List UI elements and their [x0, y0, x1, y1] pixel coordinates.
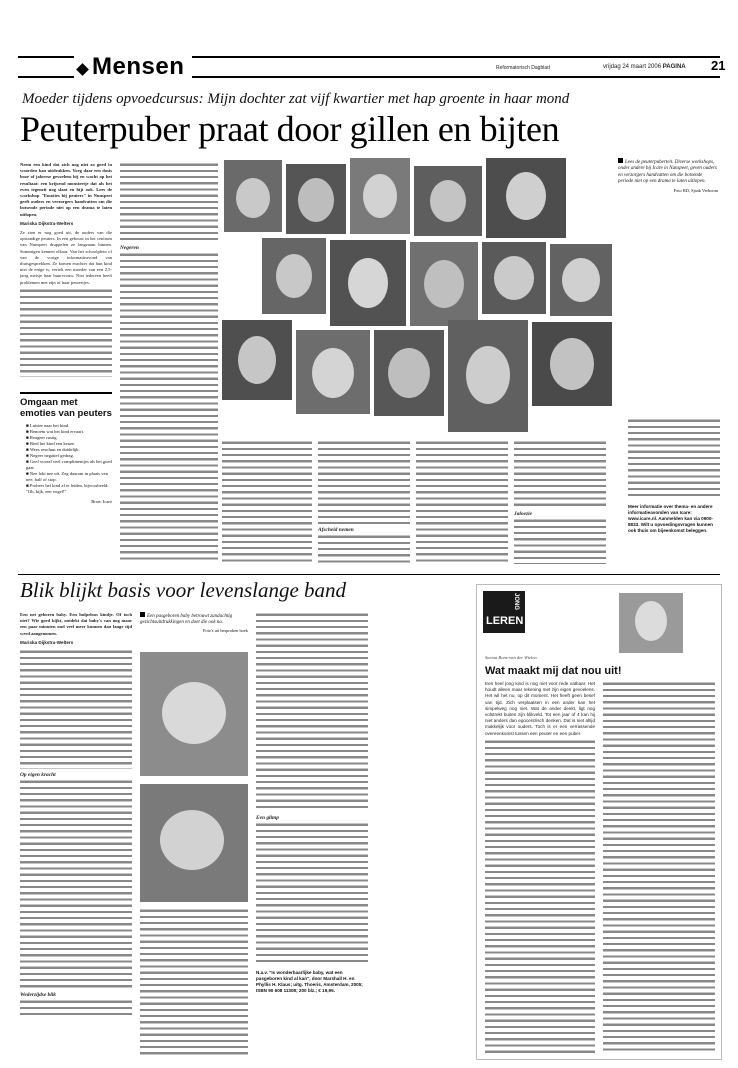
list-item: ■ Geef vooral veel complimentjes als het goed gaat.: [26, 459, 112, 470]
subhead-afscheid: Afscheid nemen: [318, 527, 354, 533]
subhead-eigen-kracht: Op eigen kracht: [20, 772, 56, 779]
section-badge: [74, 50, 192, 84]
column-author: Sarina Bons-van der Wielen: [485, 655, 537, 660]
peuter-photo: [286, 164, 346, 234]
subhead-negeren: Negeren: [120, 245, 139, 251]
peuter-photo: [410, 242, 478, 326]
list-item: ■ Bied het kind een keuze.: [26, 441, 76, 446]
peuter-photo: [448, 320, 528, 432]
page-label: PAGINA: [662, 64, 686, 70]
book-info: N.a.v. "Is wonderbaarlijke baby, wat een pasgeboren kind al kan", door Marshall H. en Phyllis H. Klaus; uitg. Thoeris, Amsterdam, 2005; ISBN 90 608 11308; 200 blz.; € 19,95.: [256, 970, 363, 993]
peuter-photo: [262, 238, 326, 314]
section-title: Mensen: [92, 53, 185, 80]
article-column-4: [318, 440, 410, 564]
article-body-1: Ze zien er nog goed uit, de ouders van die opstandige peuters. In een gebouw in het centrum van Nunspeet druppelen ze langzaam binnen. Sommigen kennen elkaar. Van het schoolplein of van de vorige informatieavond van thuisgesprekken. Ze komen erachter dat hun kind niet de enige is, vertelt een moeder van een 2,5-jarig meisje haar buurvrouw. Niet iedereen heeft problemen met zijn of haar peutertjes.: [20, 230, 112, 285]
article2-lead: Een net geboren baby. Een hulpeloos kindje. Of toch niet? Wie goed kijkt, ontdekt dat baby's van nog maar een paar minuten oud veel meer kunnen dan lange tijd werd aangenomen.: [20, 612, 132, 636]
caption-credit: Foto RD, Sjaak Verboom: [673, 187, 718, 193]
caption-text: Lees de peuterpuberteit. Diverse workshops, onder andere bij Icare in Nunspeet, geven ouders en verzorgers handvatten om die botsende periode niet op een drama te laten uitlopen.: [618, 160, 717, 185]
caption-bullet: [140, 612, 145, 617]
subhead-wederzijdse: Wederzijdse blik: [20, 992, 56, 999]
subhead-jaloezie: Jaloezie: [514, 511, 532, 517]
list-item: ■ Wees resoluut en duidelijk.: [26, 447, 80, 452]
column-title: Wat maakt mij dat nou uit!: [485, 665, 622, 677]
article-headline: Peuterpuber praat door gillen en bijten: [20, 109, 560, 149]
peuter-photo: [330, 240, 406, 326]
peuter-photo: [374, 330, 444, 416]
page-header: [18, 50, 726, 80]
tips-sidebar-source: Bron: Icare: [91, 499, 112, 504]
column-text-2: [603, 681, 715, 1053]
list-item: ■ Probeer het kind af te leiden, bijvoorbeeld: "Oh, kijk, een vogel!": [26, 483, 109, 494]
list-item: ■ Reageer rustig.: [26, 435, 58, 440]
photo-caption: [618, 158, 718, 194]
article2-column-1: [20, 612, 132, 1058]
article-column-2: [120, 162, 218, 564]
tips-sidebar-title: Omgaan met emoties van peuters: [20, 397, 112, 419]
article-column-3: [222, 440, 312, 564]
list-item: ■ Luister naar het kind.: [26, 423, 70, 428]
author-photo: [619, 593, 683, 653]
page-number: 21: [711, 58, 726, 73]
article-column-1: [20, 162, 112, 377]
column-badge: [483, 591, 525, 633]
peuter-photo: [414, 166, 482, 236]
peuter-photo: [224, 160, 282, 232]
article-byline: Mariska Dijkstra-Welters: [20, 220, 74, 226]
tips-sidebar-list: [20, 423, 112, 495]
baby-caption-text: Een pasgeboren baby betrouwt zandachtig gezichtsuitdrukkingen en doet die ook na.: [140, 614, 233, 626]
peuter-photo: [550, 244, 612, 316]
column-paragraph: Een heel jong kind is nog niet voor rede vatbaar. Het houdt alleen maar rekening met zijn eigen gevoelens. Het wil het nu, op dit moment. Het heeft geen besef van tijd. Zich verplaatsen in een ander kan het simpelweg nog niet. Wat de ander denkt, ligt nog volstrekt buiten zijn blikveld. Tot een jaar of 4 kan hij niet anders dan egocentrisch denken. Dat is niet altijd makkelijk voor ouders. Toch is er een verrassende overeenkomst tussen een peuter en een puber.: [485, 681, 595, 736]
page-date: vrijdag 24 maart 2006: [603, 64, 662, 70]
caption-bullet: [618, 158, 623, 163]
list-item: ■ Benoem wat het kind ervaart.: [26, 429, 85, 434]
peuter-photo: [486, 158, 566, 238]
article-lead: Neem een kind dat zich nog niet zo goed in woorden kan uitdrukken. Voeg daar een dosis boze of jaloerse gevoelens bij en wacht op het resultaat: een krijsend monstertje dat als het even tegenzit nog slaat en bijt ook. Lees de workshop "Emoties bij peuters" in Nunspeet geeft ouders en verzorgers handvatten om die botsende periode niet op een drama te laten uitlopen.: [20, 162, 112, 217]
photo-collage: [222, 158, 614, 436]
article-column-5: [416, 440, 508, 564]
info-box: Meer informatie over thema- en andere informatieavonden van Icare: www.icare.nl. Aanmelden kan via 0900-8833. Wilt u opvoedingsvragen kunnen ook thuis om bijeenkomst beleggen.: [628, 504, 713, 533]
column-badge-bottom: LEREN: [486, 615, 524, 627]
tips-sidebar: [20, 392, 112, 566]
peuter-photo: [222, 320, 292, 400]
article-kicker: Moeder tijdens opvoedcursus: Mijn dochter zat vijf kwartier met hap groente in haar mond: [22, 91, 570, 107]
paper-name: Reformatorisch Dagblad: [496, 65, 550, 71]
peuter-photo: [350, 158, 410, 234]
article2-column-2: [140, 908, 248, 1058]
baby-photo-2: [140, 784, 248, 902]
peuter-photo: [296, 330, 370, 414]
peuter-photo: [482, 242, 546, 314]
list-item: ■ Negeer negatief gedrag.: [26, 453, 74, 458]
baby-caption-credit: Foto's uit besproken boek: [202, 628, 248, 634]
peuter-photo: [532, 322, 612, 406]
column-box: [476, 584, 722, 1060]
article2-column-3: [256, 612, 368, 964]
baby-photo-1: [140, 652, 248, 776]
list-item: ■ Nee lokt nee uit. Zeg daarom in plaats van nee, half of stop.: [26, 471, 108, 482]
column-text: [485, 681, 595, 1053]
baby-caption: [140, 612, 248, 635]
article-column-7: [628, 418, 720, 498]
article2-byline: Mariska Dijkstra-Welters: [20, 639, 74, 645]
column-badge-top: JONG: [513, 593, 519, 611]
article-column-6: [514, 440, 606, 564]
subhead-glimp: Een glimp: [256, 815, 279, 821]
article2-headline: Blik blijkt basis voor levenslange band: [20, 578, 347, 602]
